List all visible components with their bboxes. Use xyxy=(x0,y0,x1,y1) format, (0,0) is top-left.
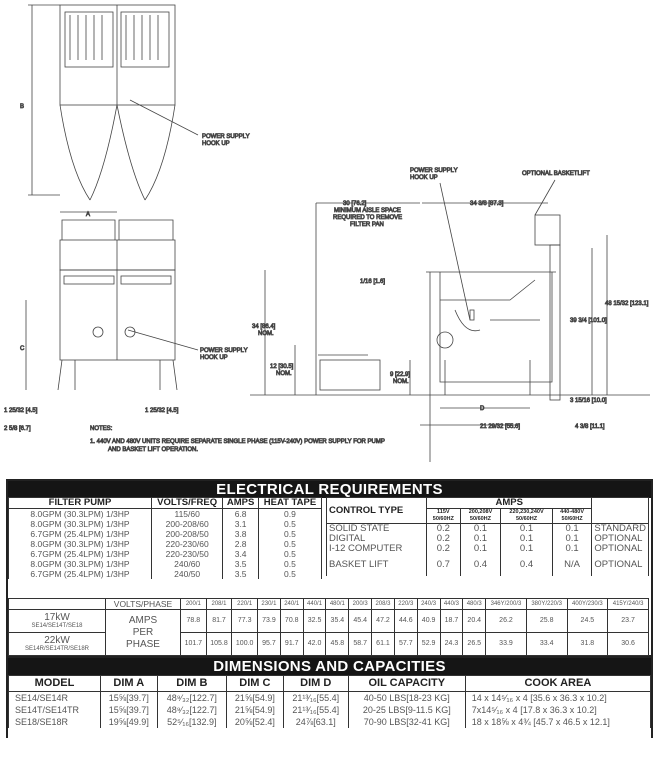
kw-label xyxy=(9,610,106,633)
height-9-nom: NOM. xyxy=(393,379,409,385)
power-supply-label-side-1: POWER SUPPLY xyxy=(410,168,458,174)
power-supply-label-top-1: POWER SUPPLY xyxy=(202,134,250,140)
table-cell: 15⅝[39.7] xyxy=(100,704,157,716)
phase-col-header: 200/3 xyxy=(349,599,372,610)
table-cell: 20-25 LBS[9-11.5 KG] xyxy=(348,704,465,716)
amps-value: 91.7 xyxy=(280,633,303,656)
col-control-type: CONTROL TYPE xyxy=(327,498,427,524)
amps-value: 32.5 xyxy=(303,610,326,633)
power-supply-label-side-2: HOOK UP xyxy=(410,175,438,181)
amps-value: 45.8 xyxy=(326,633,349,656)
note-1-line-2: AND BASKET LIFT OPERATION. xyxy=(108,447,199,453)
table-row xyxy=(327,544,649,554)
front-view xyxy=(26,212,198,390)
col-filter-pump: FILTER PUMP xyxy=(9,498,152,509)
table-cell: 20⅝[52.4] xyxy=(227,716,284,728)
phase-col-header: 200/1 xyxy=(181,599,207,610)
phase-col-header: 240/1 xyxy=(280,599,303,610)
table-cell: 14 x 14⁵⁄₁₆ x 4 [35.6 x 36.3 x 10.2] xyxy=(465,692,650,705)
notes-title: NOTES: xyxy=(90,426,113,432)
table-cell: 115/60 xyxy=(152,509,223,520)
phase-col-header: 480/3 xyxy=(463,599,486,610)
table-cell: 19⅝[49.9] xyxy=(100,716,157,728)
table-cell: N/A xyxy=(552,554,592,576)
dim-col-header: MODEL xyxy=(9,676,101,692)
table-cell: DIGITAL xyxy=(327,534,427,544)
table-cell: 8.0GPM (30.3LPM) 1/3HP xyxy=(9,559,152,569)
dim-d-label: D xyxy=(480,406,485,412)
table-cell: 3.5 xyxy=(223,559,259,569)
kw-models: SE14/SE14T/SE18 xyxy=(31,622,83,629)
table-cell: 48⁹⁄₃₂[122.7] xyxy=(157,704,226,716)
control-type-table xyxy=(326,497,649,576)
dim-col-header: OIL CAPACITY xyxy=(348,676,465,692)
amps-value: 52.9 xyxy=(417,633,440,656)
table-cell: 0.2 xyxy=(427,524,461,535)
table-cell: 21¹³⁄₁₆[55.4] xyxy=(283,692,348,705)
table-cell: 200-208/60 xyxy=(152,519,223,529)
amps-value: 23.7 xyxy=(608,610,649,633)
table-cell: 0.1 xyxy=(460,524,501,535)
table-cell: 0.5 xyxy=(258,529,321,539)
amps-value: 70.8 xyxy=(280,610,303,633)
table-cell: 18 x 18⅝ x 4¾ [45.7 x 46.5 x 12.1] xyxy=(465,716,650,728)
phase-col-header: 440/1 xyxy=(303,599,326,610)
table-row xyxy=(9,704,651,716)
amps-value: 58.7 xyxy=(349,633,372,656)
phase-col-header: 400Y/230/3 xyxy=(567,599,608,610)
table-cell: 240/60 xyxy=(152,559,223,569)
amps-value: 33.9 xyxy=(486,633,527,656)
table-cell: 70-90 LBS[32-41 KG] xyxy=(348,716,465,728)
filter-pump-table xyxy=(8,497,322,579)
dim-a-label: A xyxy=(86,212,91,218)
table-cell: 8.0GPM (30.3LPM) 1/3HP xyxy=(9,509,152,520)
aisle-note-3: FILTER PAN xyxy=(350,222,384,228)
kw-label xyxy=(9,633,106,656)
power-supply-label-mid-2: HOOK UP xyxy=(200,355,228,361)
power-supply-label-top-2: HOOK UP xyxy=(202,141,230,147)
table-cell: 0.7 xyxy=(427,554,461,576)
amps-value: 18.7 xyxy=(440,610,463,633)
table-cell: 0.5 xyxy=(258,539,321,549)
table-cell: OPTIONAL xyxy=(592,534,649,544)
table-cell: BASKET LIFT xyxy=(327,554,427,576)
table-cell: 3.1 xyxy=(223,519,259,529)
table-row xyxy=(9,529,322,539)
table-row xyxy=(9,539,322,549)
table-cell: 0.1 xyxy=(460,544,501,554)
amps-col-header: 115V 50/60HZ xyxy=(427,509,461,524)
height-39: 39 3/4 [101.0] xyxy=(570,318,607,324)
note-1-line-1: 1. 440V AND 480V UNITS REQUIRE SEPARATE SINGLE PHASE (115V-240V) POWER SUPPLY FOR PUMP xyxy=(90,439,385,445)
table-cell: 0.1 xyxy=(501,544,552,554)
amps-value: 57.7 xyxy=(394,633,417,656)
table-cell: 21⅝[54.9] xyxy=(227,692,284,705)
table-cell: 240/50 xyxy=(152,569,223,579)
kw-models: SE14R/SE14TR/SE18R xyxy=(24,645,90,652)
table-cell: 0.1 xyxy=(552,534,592,544)
amps-value: 77.3 xyxy=(232,610,258,633)
table-cell: 48⁹⁄₃₂[122.7] xyxy=(157,692,226,705)
table-cell: STANDARD xyxy=(592,524,649,535)
table-cell: 8.0GPM (30.3LPM) 1/3HP xyxy=(9,519,152,529)
table-cell: I-12 COMPUTER xyxy=(327,544,427,554)
table-row xyxy=(9,559,322,569)
table-cell: 0.5 xyxy=(258,549,321,559)
kw-value: 17kW xyxy=(44,611,70,623)
table-cell: 0.5 xyxy=(258,559,321,569)
amps-value: 45.4 xyxy=(349,610,372,633)
amps-per-phase-label: AMPS PER PHASE xyxy=(106,610,181,656)
amps-value: 25.8 xyxy=(526,610,567,633)
table-cell: 0.5 xyxy=(258,569,321,579)
table-cell: 6.8 xyxy=(223,509,259,520)
col-blank xyxy=(592,498,649,524)
power-supply-label-mid-1: POWER SUPPLY xyxy=(200,348,248,354)
aisle-note-1: MINIMUM AISLE SPACE xyxy=(334,208,401,214)
amps-value: 42.0 xyxy=(303,633,326,656)
height-12-nom: NOM. xyxy=(276,371,292,377)
front-view-open-doors xyxy=(28,5,198,200)
dim-c-label: C xyxy=(20,346,25,352)
phase-col-header: 230/1 xyxy=(258,599,281,610)
volts-phase-header: VOLTS/PHASE xyxy=(106,599,181,610)
table-cell: OPTIONAL xyxy=(592,544,649,554)
amps-per-phase-table xyxy=(8,598,649,656)
dim-col-header: DIM A xyxy=(100,676,157,692)
aisle-note-2: REQUIRED TO REMOVE xyxy=(333,215,403,221)
aisle-dim: 30 [76.2] xyxy=(343,201,367,207)
dim-45b: 1 25/32 [4.5] xyxy=(145,408,179,414)
table-cell: 40-50 LBS[18-23 KG] xyxy=(348,692,465,705)
table-cell: OPTIONAL xyxy=(592,554,649,576)
table-cell: 6.7GPM (25.4LPM) 1/3HP xyxy=(9,569,152,579)
table-cell: 52⁵⁄₁₆[132.9] xyxy=(157,716,226,728)
table-cell: SE18/SE18R xyxy=(9,716,101,728)
table-cell: 0.5 xyxy=(258,519,321,529)
table-cell: 0.4 xyxy=(501,554,552,576)
phase-col-header: 208/1 xyxy=(206,599,232,610)
table-cell: 15⅝[39.7] xyxy=(100,692,157,705)
table-cell: 0.2 xyxy=(427,544,461,554)
height-34-nom: NOM. xyxy=(258,331,274,337)
table-cell: 3.4 xyxy=(223,549,259,559)
table-cell: 7x14⁵⁄₁₆ x 4 [17.8 x 36.3 x 10.2] xyxy=(465,704,650,716)
amps-value: 105.8 xyxy=(206,633,232,656)
amps-value: 81.7 xyxy=(206,610,232,633)
amps-value: 24.5 xyxy=(567,610,608,633)
height-48: 48 15/32 [123.1] xyxy=(605,301,649,307)
table-cell: 0.1 xyxy=(501,524,552,535)
amps-value: 26.2 xyxy=(486,610,527,633)
amps-value: 24.3 xyxy=(440,633,463,656)
table-row xyxy=(9,716,651,728)
dim-1-6: 1/16 [1.6] xyxy=(360,279,386,285)
amps-value: 31.8 xyxy=(567,633,608,656)
table-cell: 0.9 xyxy=(258,509,321,520)
electrical-title: ELECTRICAL REQUIREMENTS xyxy=(8,481,651,498)
dimensions-table xyxy=(8,675,651,728)
phase-col-header: 480/1 xyxy=(326,599,349,610)
amps-value: 100.0 xyxy=(232,633,258,656)
table-cell: 220-230/60 xyxy=(152,539,223,549)
dim-55: 21 29/32 [55.6] xyxy=(480,424,521,430)
phase-col-header: 240/3 xyxy=(417,599,440,610)
amps-value: 61.1 xyxy=(372,633,395,656)
amps-value: 30.6 xyxy=(608,633,649,656)
amps-value: 101.7 xyxy=(181,633,207,656)
phase-col-header: 220/1 xyxy=(232,599,258,610)
amps-value: 35.4 xyxy=(326,610,349,633)
dim-col-header: DIM D xyxy=(283,676,348,692)
table-cell: 200-208/50 xyxy=(152,529,223,539)
dim-67: 2 5/8 [6.7] xyxy=(4,426,31,432)
table-cell: 21¹³⁄₁₆[55.4] xyxy=(283,704,348,716)
kw-value: 22kW xyxy=(44,634,70,646)
phase-col-header: 415Y/240/3 xyxy=(608,599,649,610)
col-heat-tape: HEAT TAPE xyxy=(258,498,321,509)
table-cell: SE14/SE14R xyxy=(9,692,101,705)
table-row xyxy=(327,554,649,576)
amps-value: 20.4 xyxy=(463,610,486,633)
phase-col-header: 440/3 xyxy=(440,599,463,610)
dim-10: 3 15/16 [10.0] xyxy=(570,398,607,404)
amps-col-header: 220,230,240V 50/60HZ xyxy=(501,509,552,524)
col-amps-group: AMPS xyxy=(427,498,592,509)
amps-value: 95.7 xyxy=(258,633,281,656)
height-34: 34 [86.4] xyxy=(252,324,276,330)
dim-b-label: B xyxy=(20,104,25,110)
dim-11: 4 3/8 [11.1] xyxy=(575,424,605,430)
amps-value: 33.4 xyxy=(526,633,567,656)
table-row xyxy=(9,509,322,520)
table-cell: 0.2 xyxy=(427,534,461,544)
table-cell: SE14T/SE14TR xyxy=(9,704,101,716)
dim-col-header: DIM C xyxy=(227,676,284,692)
table-cell: 6.7GPM (25.4LPM) 1/3HP xyxy=(9,549,152,559)
amps-value: 26.5 xyxy=(463,633,486,656)
phase-col-header: 380Y/220/3 xyxy=(526,599,567,610)
dim-col-header: DIM B xyxy=(157,676,226,692)
blank-cell xyxy=(9,599,106,610)
table-cell: 8.0GPM (30.3LPM) 1/3HP xyxy=(9,539,152,549)
amps-col-header: 200,208V 50/60HZ xyxy=(460,509,501,524)
amps-value: 73.9 xyxy=(258,610,281,633)
table-cell: 0.4 xyxy=(460,554,501,576)
basketlift-label: OPTIONAL BASKETLIFT xyxy=(522,171,590,177)
dim-col-header: COOK AREA xyxy=(465,676,650,692)
phase-col-header: 208/3 xyxy=(372,599,395,610)
table-cell: 220-230/50 xyxy=(152,549,223,559)
table-cell: 0.1 xyxy=(460,534,501,544)
table-row xyxy=(9,519,322,529)
height-12: 12 [30.5] xyxy=(270,364,294,370)
table-row xyxy=(9,569,322,579)
table-cell: 6.7GPM (25.4LPM) 1/3HP xyxy=(9,529,152,539)
amps-value: 40.9 xyxy=(417,610,440,633)
table-cell: 0.1 xyxy=(501,534,552,544)
table-row xyxy=(9,692,651,705)
phase-col-header: 346Y/200/3 xyxy=(486,599,527,610)
amps-value: 44.6 xyxy=(394,610,417,633)
table-cell: 0.1 xyxy=(552,544,592,554)
table-row xyxy=(9,549,322,559)
table-cell: 21⅝[54.9] xyxy=(227,704,284,716)
height-9: 9 [22.9] xyxy=(390,372,411,378)
table-cell: SOLID STATE xyxy=(327,524,427,535)
table-cell: 0.1 xyxy=(552,524,592,535)
dim-45a: 1 25/32 [4.5] xyxy=(4,408,38,414)
dimensions-title: DIMENSIONS AND CAPACITIES xyxy=(8,658,651,675)
col-amps: AMPS xyxy=(223,498,259,509)
table-cell: 3.5 xyxy=(223,569,259,579)
amps-value: 47.2 xyxy=(372,610,395,633)
amps-col-header: 440-480V 50/60HZ xyxy=(552,509,592,524)
table-cell: 24⅞[63.1] xyxy=(283,716,348,728)
table-cell: 2.8 xyxy=(223,539,259,549)
col-volts-freq: VOLTS/FREQ xyxy=(152,498,223,509)
phase-col-header: 220/3 xyxy=(394,599,417,610)
depth-dim: 34 3/8 [87.3] xyxy=(470,201,504,207)
table-cell: 3.8 xyxy=(223,529,259,539)
amps-value: 78.8 xyxy=(181,610,207,633)
